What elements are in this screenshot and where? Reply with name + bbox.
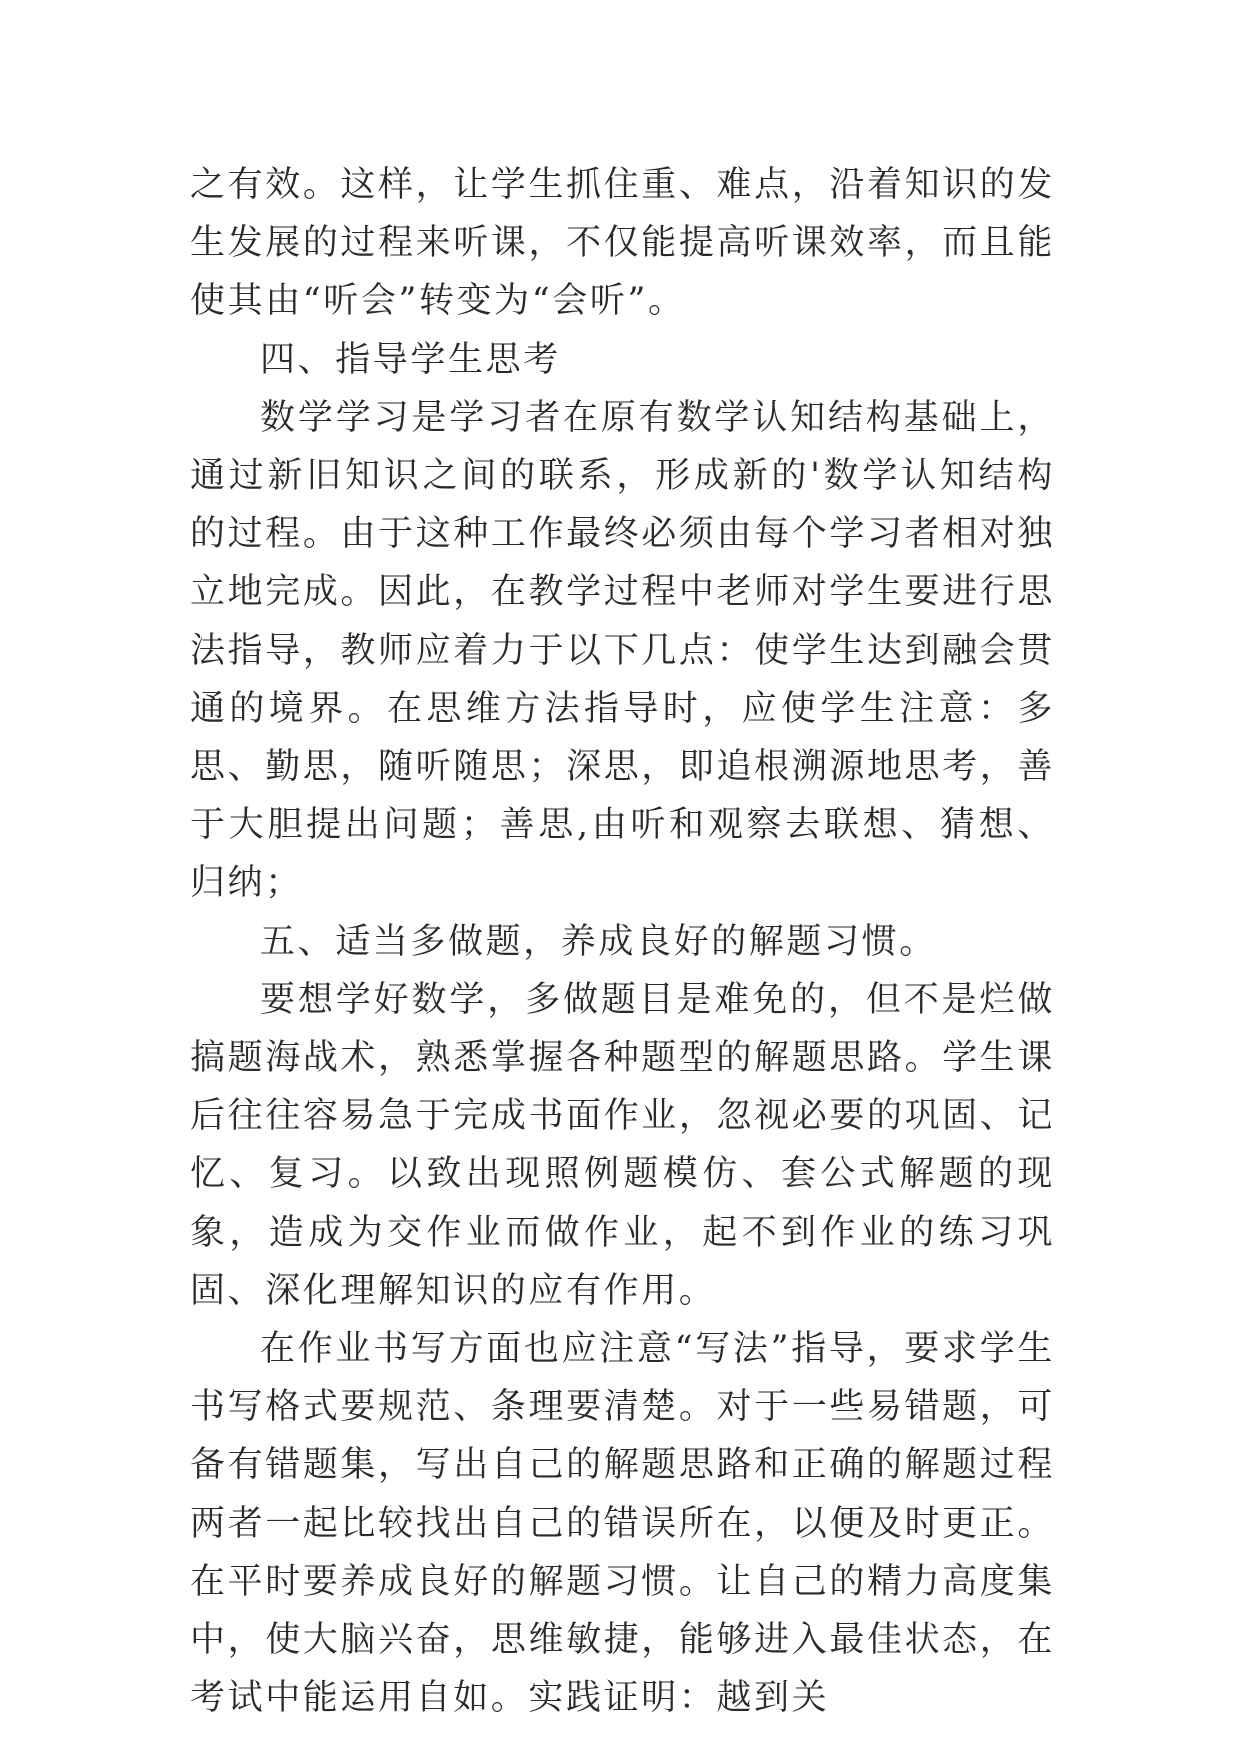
paragraph-math-learning: 数学学习是学习者在原有数学认知结构基础上，通过新旧知识之间的联系，形成新的'数学认知结构的过程。由于这种工作最终必须由每个学习者相对独立地完成。因此，在教学过程中老师对学生要进行思法指导，教师应着力于以下几点：使学生达到融会贯通的境界。在思维方法指导时，应使学生注意：多思、勤思，随听随思；深思，即追根溯源地思考，善于大胆提出问题；善思,由听和观察去联想、猜想、归纳； <box>190 397 1055 904</box>
paragraph-more-practice: 要想学好数学，多做题目是难免的，但不是烂做搞题海战术，熟悉掌握各种题型的解题思路。学生课后往往容易急于完成书面作业，忽视必要的巩固、记忆、复习。以致出现照例题模仿、套公式解题的现象，造成为交作业而做作业，起不到作业的练习巩固、深化理解知识的应有作用。 <box>190 979 1055 1311</box>
section-heading-guide-thinking: 四、指导学生思考 <box>260 339 561 380</box>
document-body <box>190 156 1055 1727</box>
paragraph-continuation: 之有效。这样，让学生抓住重、难点，沿着知识的发生发展的过程来听课，不仅能提高听课效率，而且能使其由“听会”转变为“会听”。 <box>190 165 1055 322</box>
paragraph-homework-writing: 在作业书写方面也应注意“写法”指导，要求学生书写格式要规范、条理要清楚。对于一些易错题，可备有错题集，写出自己的解题思路和正确的解题过程两者一起比较找出自己的错误所在，以便及时更正。在平时要养成良好的解题习惯。让自己的精力高度集中，使大脑兴奋，思维敏捷，能够进入最佳状态，在考试中能运用自如。实践证明：越到关 <box>190 1329 1055 1719</box>
section-heading-practice-habits: 五、适当多做题，养成良好的解题习惯。 <box>260 921 937 962</box>
